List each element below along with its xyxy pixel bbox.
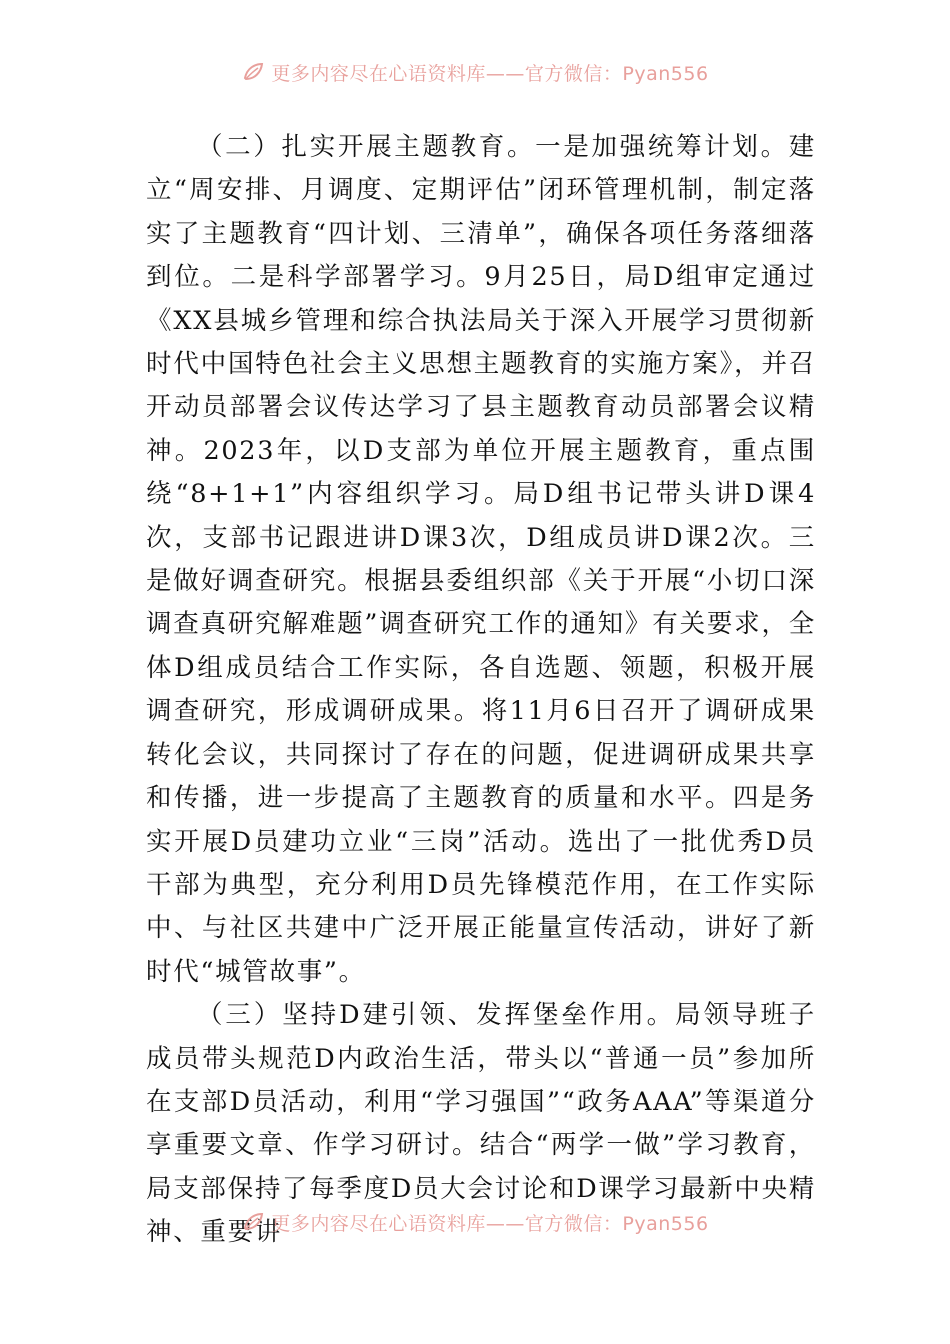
watermark-banner-bottom <box>0 1202 950 1242</box>
watermark-text: 更多内容尽在心语资料库——官方微信：Pyan556 <box>271 62 709 85</box>
leaf-logo-icon <box>241 60 265 84</box>
paragraph-section-3: （三）坚持D建引领、发挥堡垒作用。局领导班子成员带头规范D内政治生活，带头以“普通一员”参加所在支部D员活动，利用“学习强国”“政务AAA”等渠道分享重要文章、作学习研讨。结合“两学一做”学习教育，局支部保持了每季度D员大会讨论和D课学习最新中央精神、重要讲 <box>146 1000 816 1248</box>
paragraph-section-2: （二）扎实开展主题教育。一是加强统筹计划。建立“周安排、月调度、定期评估”闭环管理机制，制定落实了主题教育“四计划、三清单”，确保各项任务落细落到位。二是科学部署学习。9月25日，局D组审定通过《XX县城乡管理和综合执法局关于深入开展学习贯彻新时代中国特色社会主义思想主题教育的实施方案》，并召开动员部署会议传达学习了县主题教育动员部署会议精神。2023年，以D支部为单位开展主题教育，重点围绕“8+1+1”内容组织学习。局D组书记带头讲D课4次，支部书记跟进讲D课3次，D组成员讲D课2次。三是做好调查研究。根据县委组织部《关于开展“小切口深调查真研究解难题”调查研究工作的通知》有关要求，全体D组成员结合工作实际，各自选题、领题，积极开展调查研究，形成调研成果。将11月6日召开了调研成果转化会议，共同探讨了存在的问题，促进调研成果共享和传播，进一步提高了主题教育的质量和水平。四是务实开展D员建功立业“三岗”活动。选出了一批优秀D员干部为典型，充分利用D员先锋模范作用，在工作实际中、与社区共建中广泛开展正能量宣传活动，讲好了新时代“城管故事”。 <box>146 132 816 987</box>
watermark-banner-top <box>0 52 950 92</box>
document-body <box>146 126 816 1255</box>
leaf-logo-icon <box>241 1210 265 1234</box>
watermark-text: 更多内容尽在心语资料库——官方微信：Pyan556 <box>271 1212 709 1235</box>
